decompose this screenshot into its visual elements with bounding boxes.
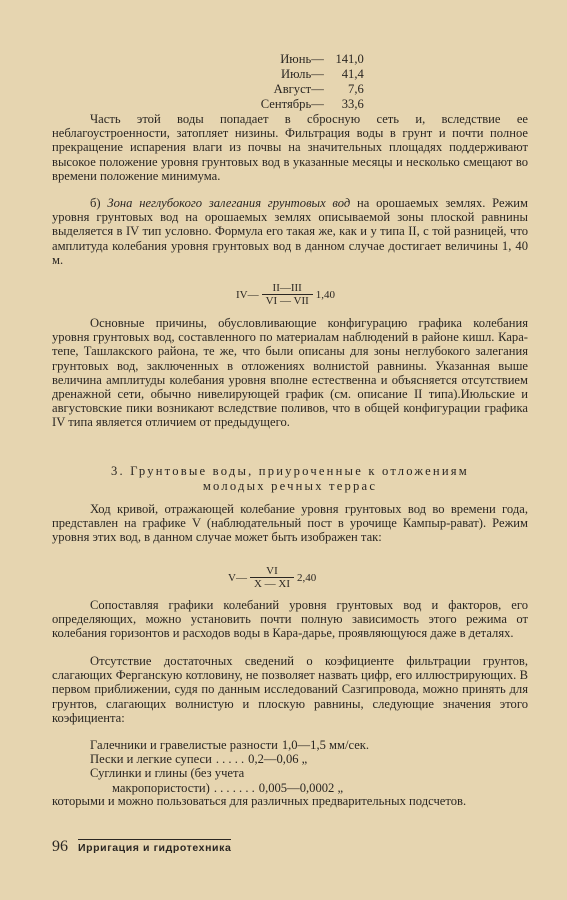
dot-leader: . . . . . . . [213, 780, 255, 795]
dash: — [311, 82, 324, 96]
paragraph-4 [52, 502, 528, 545]
page-number: 96 [52, 838, 68, 855]
italic-heading: Зона неглубокого залегания грунтовых вод [107, 196, 351, 210]
list-item [90, 752, 510, 766]
coefficient-list [90, 738, 510, 795]
paragraph-3 [52, 316, 528, 430]
month-name: Июнь [280, 52, 312, 66]
paragraph-text: Отсутствие достаточных сведений о коэфициенте фильтрации грунтов, слагающих Ферганскую котловину, не позволяет назвать цифр, его иллюстрирующих. В первом приближении, судя по данным исследований Сазгипровода, можно принять для грунтов, слагающих волнистую и плоскую равнины, следующие значения этого коэфициента: [52, 654, 528, 725]
formula-denominator: VI — VII [262, 294, 313, 307]
month-name: Август [273, 82, 312, 96]
month-value: 33,6 [341, 97, 364, 111]
section-heading [52, 464, 528, 494]
formula-lead: IV— [236, 289, 259, 301]
months-table [0, 52, 567, 112]
paragraph-text: Часть этой воды попадает в сбросную сеть и, вследствие ее неблагоустроенности, затопляет низины. Фильтрация воды в грунт и почти полное прекращение испарения влаги из почвы на значительных площадях поддерживают высокое положение уровня грунтовых вод в указанные месяцы и несколько смещают во времени положение минимума. [52, 112, 528, 183]
month-row [0, 52, 567, 67]
formula-v [228, 566, 316, 590]
formula-numerator: II—III [272, 282, 302, 294]
paragraph-body: на орошаемых землях. Режим уровня грунтовых вод на орошаемых землях описываемой зоны плоской равнины выделяется в IV тип условно. Формула его такая же, как и у типа II, с той разницей, что амплитуда колебания уровня грунтовых вод в данном случае достигает величины 1, 40 м. [52, 196, 528, 267]
paragraph-6 [52, 654, 528, 725]
paragraph-text: Основные причины, обусловливающие конфигурацию графика колебания уровня грунтовых вод, составленного по материалам наблюдений в районе кишл. Кара-тепе, Ташлакского района, те же, что были описаны для зоны неглубокого залегания грунтовых вод, заключенных в отложениях волнистой равнины. Указанная выше величина амплитуды колебания уровня вполне естественна и объясняется отсутствием дренажной сети, обычно нивелирующей график (см. описание II типа).Июльские и августовские пики возникают вследствие поливов, что в общей конфигурации графика IV типа является отличием от предыдущего. [52, 316, 528, 430]
dash: — [311, 67, 324, 81]
soil-type: Суглинки и глины (без учета [90, 766, 245, 781]
list-item [90, 781, 510, 795]
paragraph-1 [52, 112, 528, 183]
formula-amplitude: 1,40 [315, 289, 336, 301]
paragraph-text: Сопоставляя графики колебаний уровня грунтовых вод и факторов, его определяющих, можно установить почти полную зависимость этого режима от колебания горизонтов и расходов воды в Кара-дарье, проявляющуюся даже в деталях. [52, 598, 528, 641]
formula-amplitude: 2,40 [297, 572, 317, 584]
paragraph-7 [52, 794, 528, 808]
month-row [0, 97, 567, 112]
formula-fraction [250, 566, 294, 590]
formula-iv [236, 283, 335, 307]
section-heading-line: молодых речных террас [202, 479, 378, 493]
journal-title: Ирригация и гидротехника [78, 839, 231, 854]
list-item [90, 738, 510, 752]
item-marker: б) [90, 196, 108, 210]
list-item [90, 766, 510, 780]
formula-lead: V— [228, 572, 247, 584]
section-heading-line: 3. Грунтовые воды, приуроченные к отложениям [111, 464, 469, 478]
formula-fraction [262, 283, 313, 307]
paragraph-5 [52, 598, 528, 641]
page-footer [52, 838, 231, 856]
paragraph-text: которыми и можно пользоваться для различных предварительных подсчетов. [52, 794, 467, 808]
coefficient-value: 0,005—0,0002 „ [258, 780, 344, 795]
month-value: 7,6 [348, 82, 364, 96]
soil-type: Галечники и гравелистые разности [90, 738, 278, 752]
paragraph-text [52, 196, 528, 267]
month-value: 141,0 [335, 52, 364, 66]
month-row [0, 67, 567, 82]
dash: — [311, 52, 324, 66]
month-row [0, 82, 567, 97]
formula-numerator: VI [266, 565, 278, 577]
coefficient-value: 1,0—1,5 мм/сек. [281, 738, 370, 752]
paragraph-text: Ход кривой, отражающей колебание уровня грунтовых вод во времени года, представлен на графике V (наблюдательный пост в урочище Кампыр-рават). Режим уровня этих вод, в данном случае может быть изображен так: [52, 502, 528, 545]
month-value: 41,4 [341, 67, 364, 81]
coefficient-value: 0,2—0,06 „ [248, 752, 308, 767]
soil-type: Пески и легкие супеси [90, 752, 212, 767]
dash: — [311, 97, 324, 111]
month-name: Сентябрь [260, 97, 312, 111]
paragraph-2 [52, 196, 528, 267]
formula-denominator: X — XI [250, 577, 294, 590]
soil-type: макропористости) [112, 780, 210, 795]
dot-leader: . . . . . [215, 752, 245, 767]
month-name: Июль [280, 67, 312, 81]
